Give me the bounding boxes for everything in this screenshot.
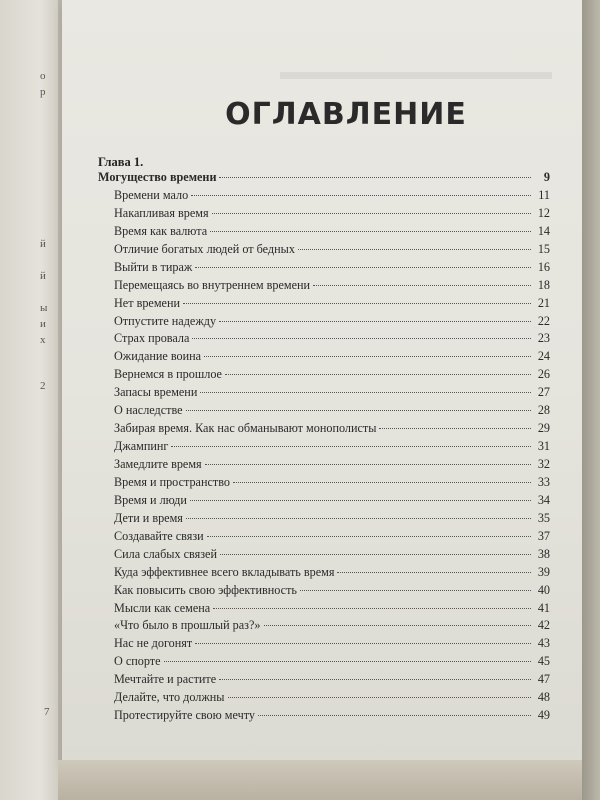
toc-entry-title: Отпустите надежду xyxy=(114,313,217,328)
toc-entry-page-number: 22 xyxy=(537,313,550,328)
toc-entry-page-number: 26 xyxy=(537,367,550,382)
dot-leader xyxy=(195,267,531,268)
toc-entry-page-number: 9 xyxy=(543,170,550,184)
toc-entry-title: Время и пространство xyxy=(114,474,230,489)
toc-entry xyxy=(98,314,550,332)
toc-entry-page-number: 40 xyxy=(537,582,550,597)
dot-leader xyxy=(171,446,531,447)
toc-entry xyxy=(98,421,550,439)
left-page-text-fragment: х xyxy=(40,334,46,346)
dot-leader xyxy=(195,643,531,644)
dot-leader xyxy=(379,428,531,429)
toc-entry xyxy=(98,529,550,547)
toc-entry-page-number: 32 xyxy=(537,457,550,471)
dot-leader xyxy=(298,249,531,250)
toc-entry xyxy=(98,278,550,296)
toc-entry xyxy=(98,493,550,511)
toc-page xyxy=(62,0,582,760)
bleed-through-text xyxy=(280,72,552,79)
toc-entry-title: Замедлите время xyxy=(114,457,202,471)
toc-entry-title: Ожидание воина xyxy=(114,349,202,364)
dot-leader xyxy=(186,410,531,411)
left-page-text-fragment: ы xyxy=(40,302,48,314)
left-page-edge xyxy=(0,0,58,800)
toc-entry xyxy=(98,331,550,349)
toc-entry xyxy=(98,403,550,421)
dot-leader xyxy=(204,356,531,357)
chapter-label: Глава 1. xyxy=(98,155,144,169)
toc-entry-page-number: 34 xyxy=(537,492,550,507)
dot-leader xyxy=(213,608,531,609)
dot-leader xyxy=(183,303,531,304)
toc-entry-title: Выйти в тираж xyxy=(114,259,193,274)
dot-leader xyxy=(212,213,531,214)
toc-entry xyxy=(98,601,550,619)
toc-entry-page-number: 37 xyxy=(537,528,550,543)
dot-leader xyxy=(190,500,531,501)
dot-leader xyxy=(192,338,531,339)
left-page-text-fragment: о xyxy=(40,70,46,82)
dot-leader xyxy=(337,572,531,573)
dot-leader xyxy=(191,195,531,196)
toc-entry-page-number: 42 xyxy=(537,618,550,633)
toc-entry-title: Страх провала xyxy=(114,331,190,346)
toc-entry-page-number: 11 xyxy=(538,187,550,202)
toc-entry xyxy=(98,242,550,260)
toc-list xyxy=(98,170,550,726)
toc-entry xyxy=(98,583,550,601)
toc-entry-title: Вернемся в прошлое xyxy=(114,367,222,382)
toc-entry-page-number: 14 xyxy=(537,223,550,238)
left-page-text-fragment: 2 xyxy=(40,380,46,392)
toc-entry-title: Мысли как семена xyxy=(114,600,211,615)
toc-entry xyxy=(98,708,550,726)
toc-entry-page-number: 47 xyxy=(537,672,550,687)
toc-entry-title: Отличие богатых людей от бедных xyxy=(114,241,295,256)
toc-entry xyxy=(98,224,550,242)
toc-entry xyxy=(98,618,550,636)
toc-entry-title: Запасы времени xyxy=(114,385,198,400)
toc-entry xyxy=(98,565,550,583)
toc-entry-title: Могущество времени xyxy=(98,170,217,184)
dot-leader xyxy=(186,518,531,519)
toc-entry-title: Забирая время. Как нас обманывают монополисты xyxy=(114,421,377,436)
toc-title: ОГЛАВЛЕНИЕ xyxy=(225,97,467,132)
toc-entry-page-number: 28 xyxy=(537,403,550,418)
toc-entry-page-number: 39 xyxy=(537,564,550,579)
dot-leader xyxy=(219,321,531,322)
table-surface xyxy=(58,760,582,800)
toc-entry xyxy=(98,206,550,224)
toc-entry-page-number: 31 xyxy=(537,439,550,454)
toc-entry-title: «Что было в прошлый раз?» xyxy=(114,618,261,633)
dot-leader xyxy=(300,590,531,591)
toc-entry-title: О наследстве xyxy=(114,403,183,418)
dot-leader xyxy=(205,464,531,465)
toc-entry xyxy=(98,170,550,188)
toc-entry xyxy=(98,547,550,565)
toc-entry-title: Дети и время xyxy=(114,510,183,525)
toc-entry xyxy=(98,385,550,403)
toc-entry-page-number: 45 xyxy=(537,654,550,669)
dot-leader xyxy=(220,554,531,555)
toc-entry-page-number: 23 xyxy=(537,331,550,346)
toc-entry-title: Нет времени xyxy=(114,295,181,310)
toc-entry xyxy=(98,672,550,690)
dot-leader xyxy=(258,715,531,716)
toc-entry xyxy=(98,188,550,206)
toc-entry-page-number: 43 xyxy=(537,636,550,651)
toc-entry-page-number: 12 xyxy=(537,205,550,220)
toc-entry-title: Делайте, что должны xyxy=(114,690,225,705)
left-page-number: 7 xyxy=(44,706,50,718)
toc-entry-page-number: 41 xyxy=(537,600,550,615)
toc-entry-title: Накапливая время xyxy=(114,205,209,220)
dot-leader xyxy=(313,285,531,286)
toc-entry-page-number: 21 xyxy=(537,295,550,310)
dot-leader xyxy=(210,231,531,232)
toc-entry-page-number: 35 xyxy=(537,510,550,525)
toc-entry xyxy=(98,690,550,708)
toc-entry-title: Джампинг xyxy=(114,439,169,454)
toc-entry-page-number: 15 xyxy=(537,241,550,256)
left-page-text-fragment: й xyxy=(40,270,46,282)
toc-entry xyxy=(98,367,550,385)
toc-entry-page-number: 27 xyxy=(537,385,550,400)
toc-entry xyxy=(98,511,550,529)
toc-entry xyxy=(98,636,550,654)
dot-leader xyxy=(228,697,532,698)
toc-entry xyxy=(98,349,550,367)
dot-leader xyxy=(233,482,531,483)
toc-entry-page-number: 16 xyxy=(537,259,550,274)
toc-entry-title: Мечтайте и растите xyxy=(114,672,217,687)
dot-leader xyxy=(264,625,532,626)
toc-entry-title: Куда эффективнее всего вкладывать время xyxy=(114,564,335,579)
toc-entry-title: Создавайте связи xyxy=(114,528,204,543)
toc-entry xyxy=(98,296,550,314)
dot-leader xyxy=(200,392,531,393)
toc-entry xyxy=(98,654,550,672)
toc-entry-title: Время как валюта xyxy=(114,223,208,238)
toc-entry-page-number: 48 xyxy=(537,690,550,705)
toc-entry xyxy=(98,439,550,457)
toc-entry-page-number: 49 xyxy=(537,708,550,723)
toc-entry-page-number: 24 xyxy=(537,349,550,364)
toc-entry-title: Время и люди xyxy=(114,492,187,507)
book-edge xyxy=(582,0,600,800)
dot-leader xyxy=(219,177,531,178)
left-page-text-fragment: и xyxy=(40,318,46,330)
dot-leader xyxy=(225,374,531,375)
left-page-text-fragment: р xyxy=(40,86,46,98)
toc-entry-title: Времени мало xyxy=(114,187,189,202)
toc-entry-title: Нас не догонят xyxy=(114,636,193,651)
dot-leader xyxy=(164,661,531,662)
toc-entry xyxy=(98,457,550,475)
toc-entry-page-number: 38 xyxy=(537,546,550,561)
toc-entry-title: Протестируйте свою мечту xyxy=(114,708,255,723)
toc-entry-title: Сила слабых связей xyxy=(114,546,217,561)
toc-entry xyxy=(98,260,550,278)
toc-entry xyxy=(98,475,550,493)
dot-leader xyxy=(207,536,531,537)
dot-leader xyxy=(219,679,531,680)
toc-entry-title: Перемещаясь во внутреннем времени xyxy=(114,277,311,292)
toc-entry-page-number: 18 xyxy=(537,277,550,292)
toc-entry-page-number: 33 xyxy=(537,474,550,489)
left-page-text-fragment: й xyxy=(40,238,46,250)
toc-entry-title: О спорте xyxy=(114,654,161,669)
toc-entry-title: Как повысить свою эффективность xyxy=(114,582,297,597)
toc-entry-page-number: 29 xyxy=(537,421,550,436)
